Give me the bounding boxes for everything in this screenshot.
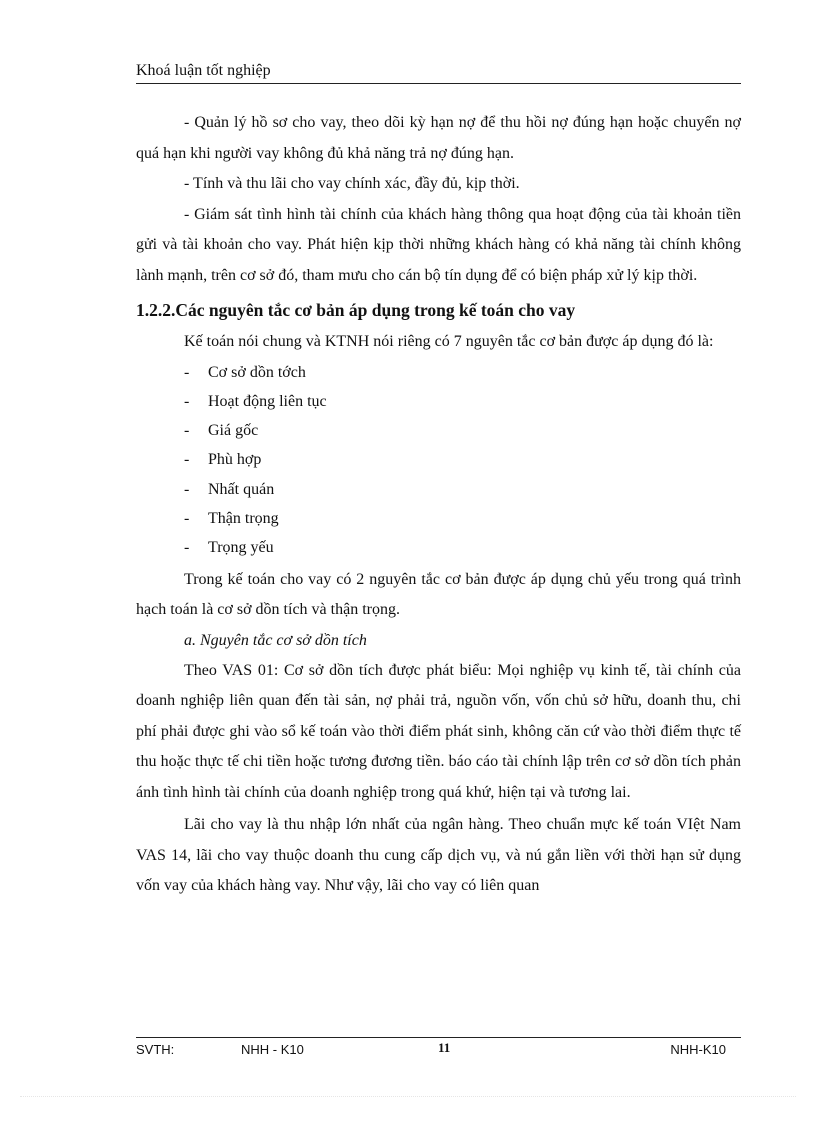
header-divider	[136, 83, 741, 84]
footer-svth-label: SVTH:	[136, 1042, 175, 1057]
list-item: - Phù hợp	[184, 451, 262, 469]
footer-divider	[136, 1037, 741, 1038]
list-item: - Nhất quán	[184, 480, 275, 498]
intro-paragraph: Kế toán nói chung và KTNH nói riêng có 7 nguyên tắc cơ bản được áp dụng đó là:	[184, 333, 714, 350]
list-item: - Hoạt động liên tục	[184, 392, 327, 410]
subsection-heading: a. Nguyên tắc cơ sở dồn tích	[184, 631, 367, 649]
duty-bullet-3: - Giám sát tình hình tài chính của khách hàng thông qua hoạt động của tài khoản tiền gửi và tài khoản cho vay. Phát hiện kịp thời những khách hàng có khả năng tài chính không lành mạnh, trên cơ sở đó, tham mưu cho cán bộ tín dụng để có biện pháp xử lý kịp thời.	[136, 205, 741, 284]
page-number: 11	[438, 1040, 451, 1055]
duty-bullet-1: - Quản lý hồ sơ cho vay, theo dõi kỳ hạn nợ để thu hồi nợ đúng hạn hoặc chuyển nợ quá hạn khi người vay không đủ khả năng trả nợ đúng hạn.	[136, 114, 741, 162]
document-body	[136, 108, 741, 902]
interest-paragraph: Lãi cho vay là thu nhập lớn nhất của ngân hàng. Theo chuẩn mực kế toán VIệt Nam VAS 14, lãi cho vay thuộc doanh thu cung cấp dịch vụ, và nú gắn liền với thời hạn sử dụng vốn vay của khách hàng vay. Như vậy, lãi cho vay có liên quan	[136, 816, 741, 895]
footer-class-right: NHH-K10	[670, 1042, 726, 1057]
list-item: - Cơ sở dồn tớch	[184, 363, 306, 381]
principles-list	[136, 358, 741, 563]
section-heading: 1.2.2.Các nguyên tắc cơ bản áp dụng trong kế toán cho vay	[136, 300, 576, 320]
list-item: - Trọng yếu	[184, 539, 274, 557]
duty-bullet-2: - Tính và thu lãi cho vay chính xác, đầy đủ, kịp thời.	[184, 175, 520, 192]
list-item: - Thận trọng	[184, 509, 279, 527]
footer-class-left: NHH - K10	[241, 1042, 304, 1057]
vas01-paragraph: Theo VAS 01: Cơ sở dồn tích được phát biểu: Mọi nghiệp vụ kinh tế, tài chính của doanh nghiệp liên quan đến tài sản, nợ phải trả, nguồn vốn, vốn chủ sở hữu, doanh thu, chi phí phải được ghi vào sổ kế toán vào thời điểm phát sinh, không căn cứ vào thời điểm thực tế thu hoặc thực tế chi tiền hoặc tương đương tiền. báo cáo tài chính lập trên cơ sở dồn tích phản ánh tình hình tài chính của doanh nghiệp trong quá khứ, hiện tại và tương lai.	[136, 661, 741, 801]
page-header-title: Khoá luận tốt nghiệp	[136, 62, 271, 79]
principles-summary-paragraph: Trong kế toán cho vay có 2 nguyên tắc cơ bản được áp dụng chủ yếu trong quá trình hạch toán là cơ sở dồn tích và thận trọng.	[136, 570, 741, 619]
list-item: - Giá gốc	[184, 422, 259, 440]
page-bottom-border	[20, 1096, 796, 1097]
